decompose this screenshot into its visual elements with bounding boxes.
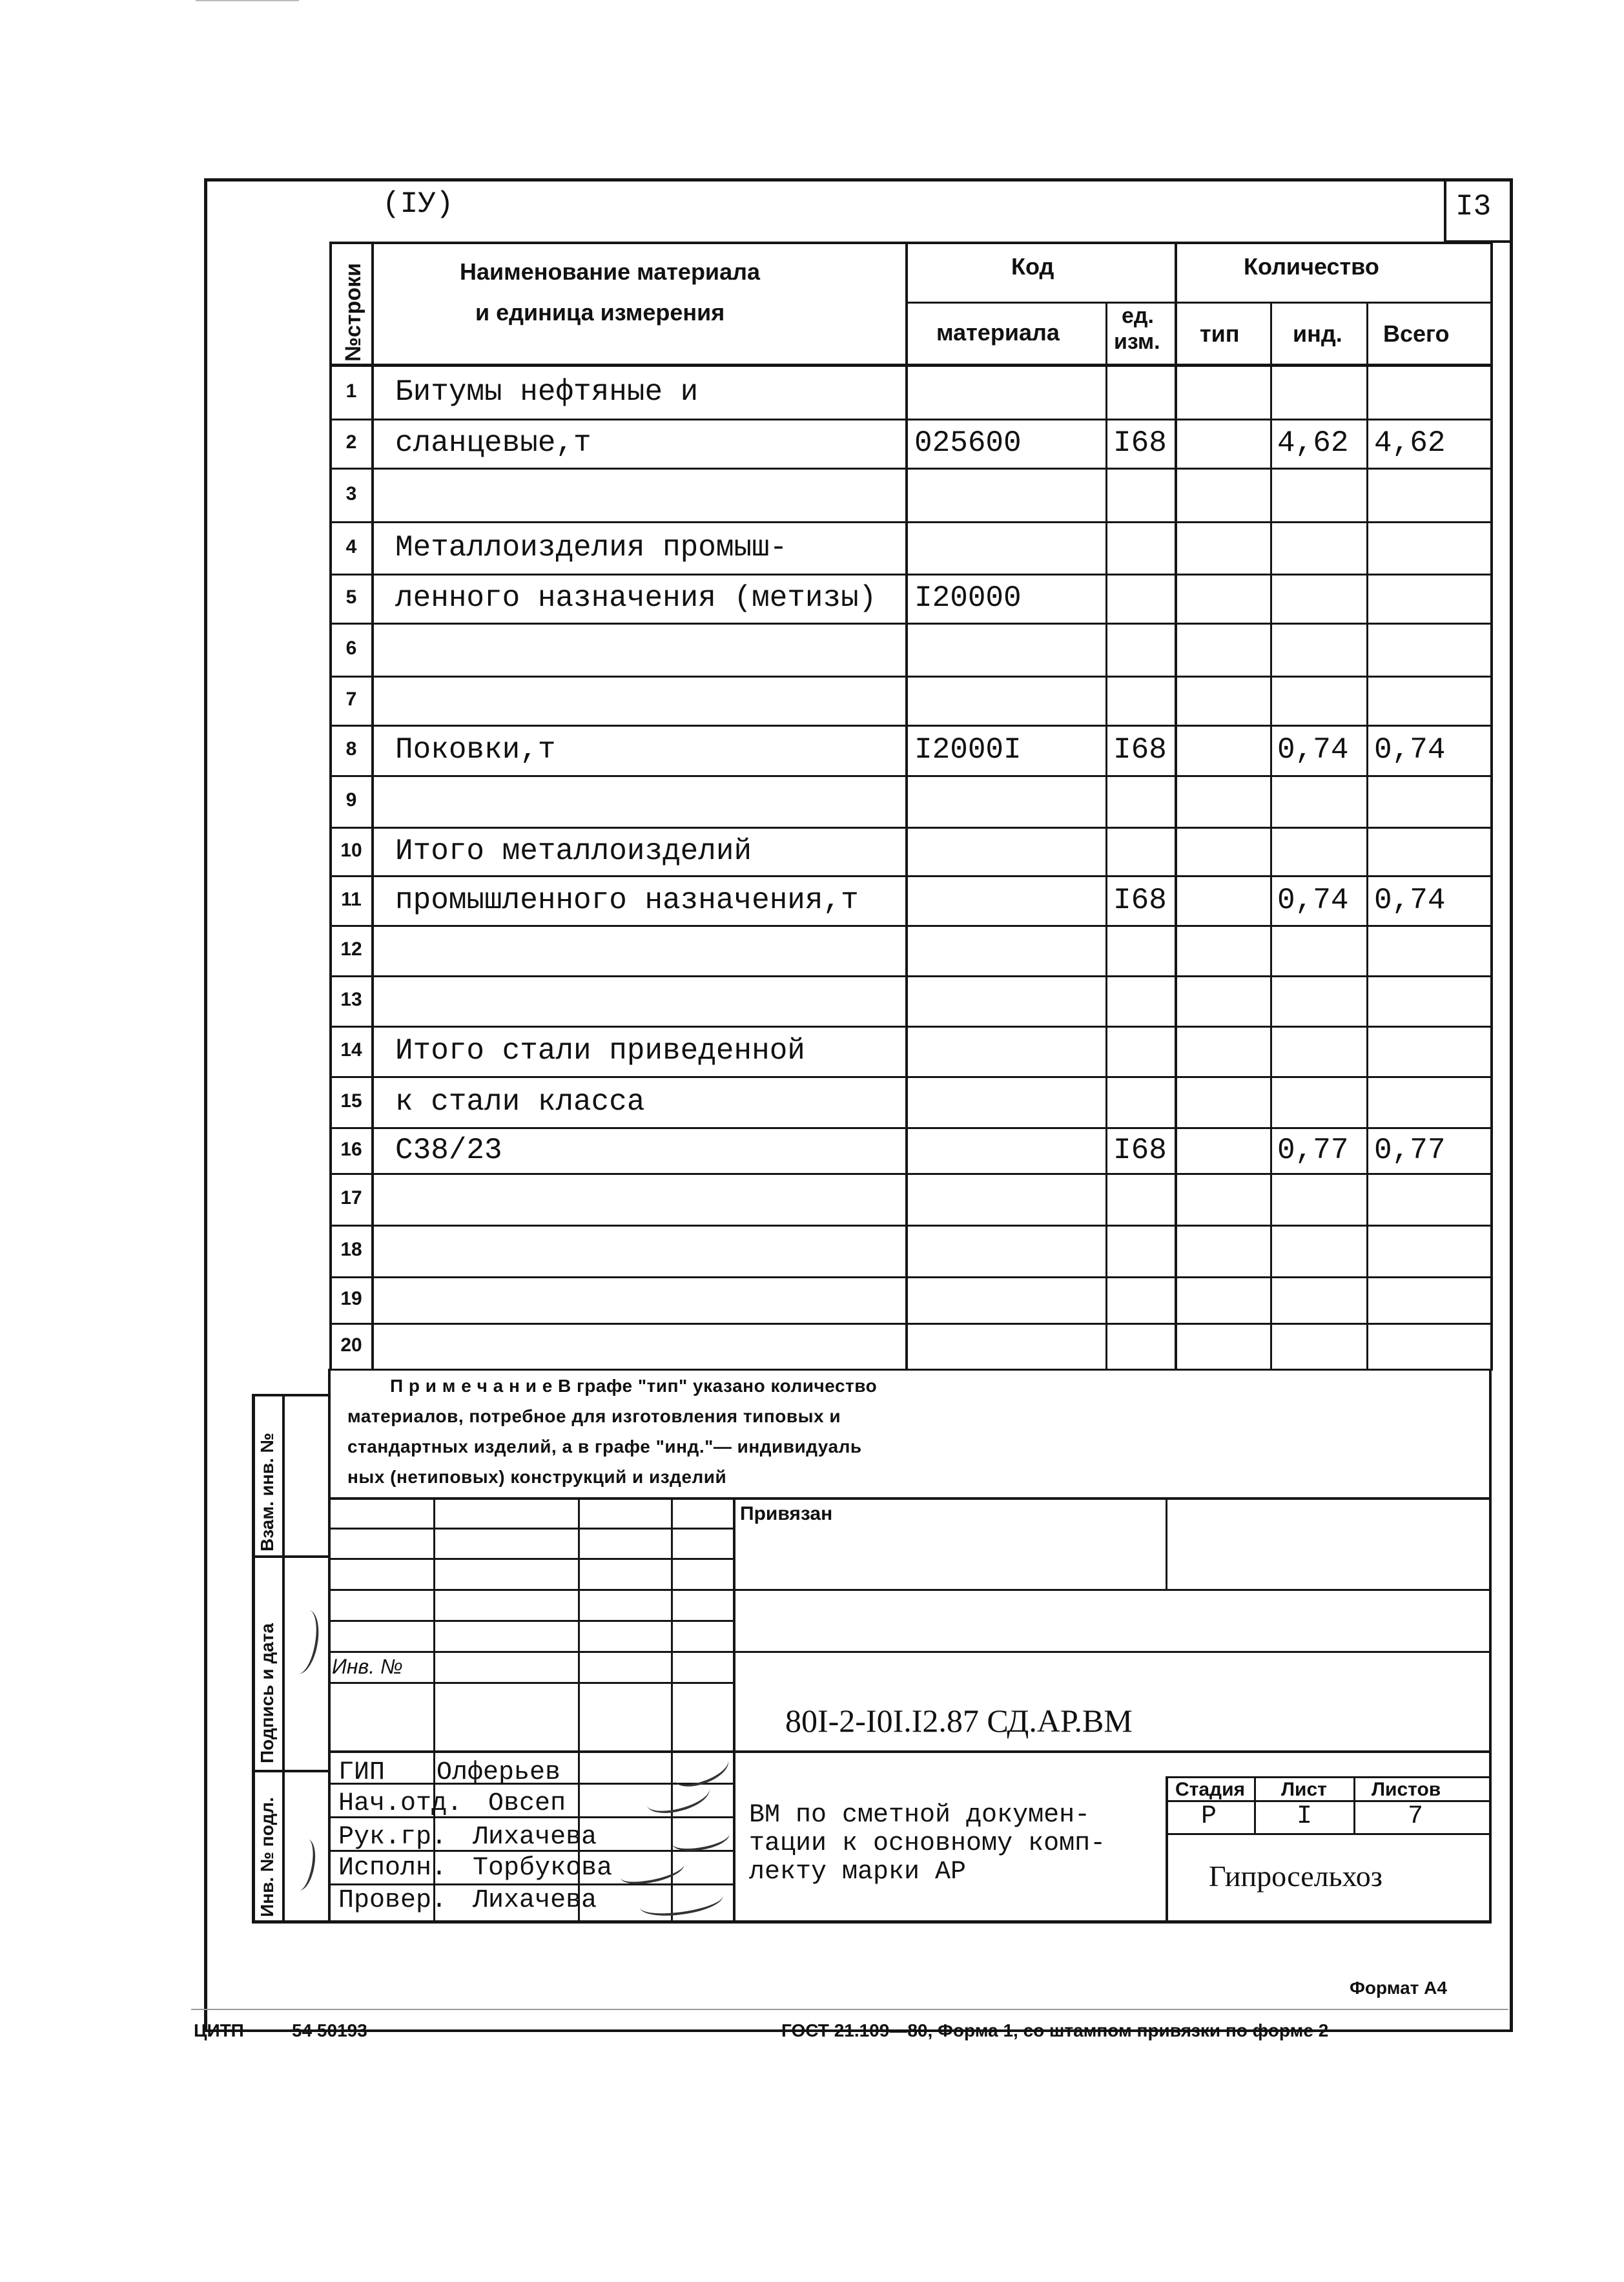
grid-row-2 (328, 1558, 735, 1560)
material-name: Металлоизделия промыш- (395, 531, 788, 565)
row-number: 19 (340, 1288, 362, 1309)
row-number: 7 (345, 689, 357, 710)
page-number: I3 (1455, 190, 1492, 223)
qty-ind: 0,74 (1277, 884, 1349, 917)
grid-row-4 (328, 1620, 735, 1622)
row-line (329, 725, 1493, 727)
side-label-podpis-data: Подпись и дата (257, 1623, 277, 1763)
note-line4: ных (нетиповых) конструкций и изделий (347, 1467, 727, 1487)
material-name: промышленного назначения,т (395, 884, 859, 917)
unit-code: I68 (1113, 426, 1167, 460)
row-line (329, 468, 1493, 470)
sheets-label: Листов (1372, 1779, 1441, 1800)
header-unit-line1: ед. (1122, 304, 1154, 328)
qty-total: 0,74 (1374, 884, 1446, 917)
format-label: Формат А4 (1350, 1978, 1447, 1998)
grid-col-5 (733, 1497, 735, 1920)
row-number: 3 (345, 483, 357, 504)
staff-ispoln (338, 1854, 612, 1883)
stage-value-line (1166, 1833, 1492, 1835)
row-line (329, 1323, 1493, 1325)
title-line2: тации к основному комп- (749, 1829, 1106, 1858)
material-name: С38/23 (395, 1134, 502, 1167)
stage-col-1 (1254, 1776, 1256, 1834)
unit-code: I68 (1113, 733, 1167, 767)
stage-col-2 (1353, 1776, 1355, 1834)
material-name: сланцевые,т (395, 426, 591, 460)
stage-block-left (1166, 1776, 1168, 1922)
row-number: 15 (340, 1090, 362, 1112)
col-line-ind-right (1366, 302, 1368, 1369)
privyazan-label: Привязан (740, 1503, 833, 1524)
qty-total: 4,62 (1374, 426, 1446, 460)
header-bottom (329, 364, 1493, 367)
qty-ind: 0,77 (1277, 1134, 1349, 1167)
staff-nach-otd-role: Нач.отд. (338, 1789, 463, 1818)
header-code: Код (1011, 253, 1054, 280)
row-line (329, 1076, 1493, 1078)
row-number: 2 (345, 431, 357, 453)
grid-row-11 (328, 1883, 735, 1885)
row-number: 12 (340, 939, 362, 960)
sheet-value: I (1297, 1802, 1313, 1831)
sheets-value: 7 (1408, 1802, 1424, 1831)
top-corner-mark (196, 0, 299, 1)
qty-ind: 4,62 (1277, 426, 1349, 460)
material-code: I2000I (914, 733, 1022, 767)
staff-ruk-gr-role: Рук.гр. (338, 1823, 447, 1852)
sheet-label: Лист (1281, 1779, 1327, 1800)
staff-prover-role: Провер. (338, 1886, 447, 1915)
side-label-inv-podl: Инв. № подл. (257, 1797, 277, 1917)
row-line (329, 623, 1493, 625)
row-line (329, 521, 1493, 523)
row-line (329, 1173, 1493, 1175)
header-qty-type: тип (1200, 320, 1240, 347)
qty-total: 0,77 (1374, 1134, 1446, 1167)
grid-row-5 (328, 1651, 1492, 1653)
qty-total: 0,74 (1374, 733, 1446, 767)
col-line-type-right (1270, 302, 1272, 1369)
staff-ispoln-name: Торбукова (473, 1854, 613, 1883)
staff-ruk-gr-name: Лихачева (473, 1823, 597, 1852)
inv-no-label: Инв. № (332, 1655, 403, 1678)
header-row-no: №строки (341, 263, 365, 362)
row-number: 5 (345, 586, 357, 608)
row-number: 8 (345, 738, 357, 760)
row-line (329, 827, 1493, 829)
note-line2: материалов, потребное для изготовления типовых и (347, 1406, 841, 1426)
side-label-vzam-inv: Взам. инв. № (257, 1433, 277, 1551)
material-name: к стали класса (395, 1085, 645, 1119)
unit-code: I68 (1113, 1134, 1167, 1167)
col-line-rowno-right (371, 242, 374, 1369)
material-code: 025600 (914, 426, 1022, 460)
table-top (329, 242, 1493, 244)
qty-ind: 0,74 (1277, 733, 1349, 767)
strip-top (252, 1394, 331, 1396)
row-number: 18 (340, 1239, 362, 1260)
footer-left-code: 54 50193 (292, 2020, 367, 2040)
staff-gip (338, 1758, 560, 1787)
col-line-code-right (1105, 302, 1107, 1369)
strip-div-1 (252, 1555, 331, 1558)
row-number: 17 (340, 1187, 362, 1208)
grid-row-1 (328, 1528, 735, 1530)
note-line3: стандартных изделий, а в графе "инд."— индивидуаль (347, 1437, 862, 1457)
frame-top-line (204, 178, 1513, 182)
side-signature (284, 1608, 324, 1676)
privyazan-divider (1166, 1497, 1167, 1591)
stamp-right (1489, 1369, 1492, 1923)
row-line (329, 676, 1493, 678)
unit-code: I68 (1113, 884, 1167, 917)
material-name: Битумы нефтяные и (395, 375, 699, 409)
col-line-unit-right (1175, 242, 1177, 1369)
row-number: 6 (345, 638, 357, 659)
page-number-box-left (1444, 178, 1446, 243)
signature-5 (638, 1883, 725, 1920)
header-unit-line2: изм. (1114, 329, 1160, 354)
staff-gip-name: Олферьев (437, 1758, 561, 1787)
row-number: 20 (340, 1334, 362, 1356)
staff-gip-role: ГИП (338, 1758, 385, 1787)
header-code-material: материала (936, 319, 1060, 346)
row-line (329, 1276, 1493, 1278)
staff-prover-name: Лихачева (473, 1886, 597, 1915)
row-line (329, 1127, 1493, 1129)
stamp-left (328, 1369, 331, 1923)
row-number: 16 (340, 1139, 362, 1160)
header-qty-total: Всего (1383, 320, 1450, 347)
row-line (329, 1225, 1493, 1227)
col-line-name-right (905, 242, 908, 1369)
frame-right-line (1510, 178, 1513, 2032)
row-line (329, 875, 1493, 877)
stage-top-line (1166, 1776, 1492, 1778)
stamp-top (328, 1497, 1492, 1500)
material-name: Поковки,т (395, 733, 556, 767)
grid-row-3 (328, 1589, 1492, 1591)
row-line (329, 1369, 1493, 1371)
row-line (329, 1026, 1493, 1028)
header-name-line1: Наименование материала (460, 258, 760, 285)
header-name-line2: и единица измерения (475, 299, 725, 326)
grid-col-3 (671, 1497, 673, 1920)
staff-prover (338, 1886, 597, 1915)
document-code: 80I-2-I0I.I2.87 СД.АР.ВМ (785, 1703, 1133, 1739)
footer-left-org: ЦИТП (194, 2020, 244, 2040)
row-line (329, 419, 1493, 420)
strip-col (282, 1394, 285, 1924)
header-qty-ind: инд. (1293, 320, 1342, 347)
footer-line (191, 2009, 1508, 2010)
footer-gost: ГОСТ 21.109—80, Форма 1, со штампом привязки по форме 2 (781, 2020, 1329, 2040)
note-line1: П р и м е ч а н и е В графе "тип" указано количество (390, 1376, 878, 1396)
strip-div-2 (252, 1770, 331, 1772)
material-name: Итого стали приведенной (395, 1034, 805, 1068)
strip-left (252, 1394, 255, 1924)
row-number: 1 (345, 380, 357, 402)
staff-ispoln-role: Исполн. (338, 1854, 447, 1883)
staff-nach-otd-name: Овсеп (488, 1789, 566, 1818)
col-line-total-right (1490, 242, 1493, 1369)
section-label: (IУ) (382, 187, 454, 221)
row-line (329, 775, 1493, 777)
frame-left-line (204, 178, 207, 2032)
material-code: I20000 (914, 581, 1022, 615)
title-line1: ВМ по сметной докумен- (749, 1801, 1091, 1830)
row-number: 11 (341, 889, 362, 910)
row-number: 14 (340, 1039, 362, 1061)
material-name: ленного назначения (метизы) (395, 581, 877, 615)
row-number: 13 (340, 989, 362, 1010)
header-quantity: Количество (1244, 253, 1379, 280)
stage-label: Стадия (1175, 1779, 1246, 1800)
grid-row-6 (328, 1682, 735, 1684)
organization-name: Гипросельхоз (1209, 1860, 1382, 1893)
row-number: 10 (340, 840, 362, 861)
row-number: 4 (345, 536, 357, 557)
staff-nach-otd (338, 1789, 566, 1818)
staff-ruk-gr (338, 1823, 597, 1852)
title-line3: лекту марки АР (749, 1858, 967, 1887)
row-line (329, 925, 1493, 927)
row-line (329, 975, 1493, 977)
stamp-bottom (254, 1920, 1492, 1924)
stage-value: Р (1201, 1802, 1217, 1831)
grid-row-7 (328, 1750, 1492, 1753)
material-name: Итого металлоизделий (395, 835, 752, 868)
header-subline (907, 302, 1493, 304)
row-line (329, 574, 1493, 576)
row-number: 9 (345, 789, 357, 811)
side-signature-2 (288, 1838, 318, 1893)
